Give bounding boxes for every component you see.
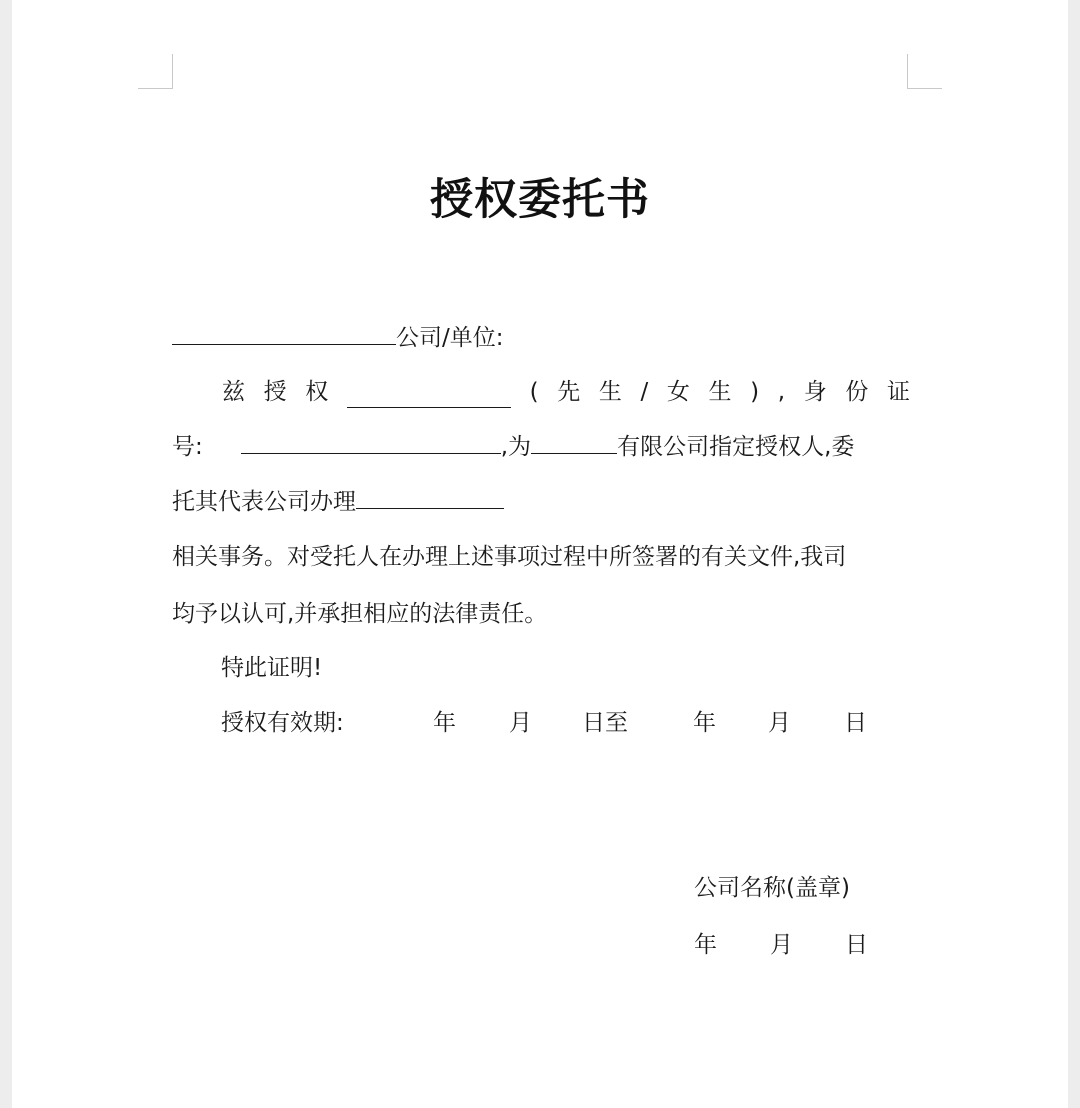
date-unit: 年 (693, 710, 716, 736)
text-char: 证 (887, 379, 910, 405)
matters-blank[interactable] (356, 486, 504, 509)
margin-marker-top-right (907, 54, 942, 89)
matters-line (172, 486, 504, 518)
id-number-line (172, 431, 854, 463)
text-char: 权 (305, 379, 329, 405)
id-number-label: 号: (172, 434, 203, 460)
date-unit: 月 (509, 710, 532, 736)
text-segment: 有限公司指定授权人,委 (617, 434, 855, 460)
text-char: , (777, 379, 786, 405)
document-title: 授权委托书 (430, 175, 650, 225)
company-name-blank[interactable] (172, 322, 396, 345)
certification-line: 特此证明! (221, 655, 323, 681)
text-char: ( (529, 379, 539, 405)
date-unit: 年 (433, 710, 456, 736)
date-unit: 月 (768, 710, 791, 736)
company-line (172, 322, 504, 354)
body-text-line: 相关事务。对受托人在办理上述事项过程中所签署的有关文件,我司 (172, 544, 847, 570)
date-unit: 年 (694, 932, 717, 958)
text-char: / (640, 379, 649, 405)
text-char: 身 (803, 379, 827, 405)
text-char: 生 (708, 379, 732, 405)
company-seal-label: 公司名称(盖章) (694, 875, 850, 901)
text-char: 先 (557, 379, 581, 405)
date-unit: 日 (844, 710, 867, 736)
date-unit: 日至 (582, 710, 628, 736)
authorize-line (222, 376, 910, 408)
date-unit: 日 (845, 932, 868, 958)
text-char: 生 (598, 379, 622, 405)
text-char: 女 (666, 379, 690, 405)
margin-marker-top-left (138, 54, 173, 89)
company-short-blank[interactable] (531, 431, 617, 454)
text-char: ) (750, 379, 760, 405)
text-segment: 托其代表公司办理 (172, 489, 356, 515)
agent-name-blank[interactable] (347, 385, 511, 408)
text-char: 兹 (222, 379, 245, 405)
signature-date-line (694, 929, 914, 961)
text-char: 份 (845, 379, 869, 405)
validity-label: 授权有效期: (221, 710, 344, 736)
text-segment: ,为 (500, 434, 532, 460)
id-number-blank[interactable] (241, 431, 501, 454)
text-char: 授 (263, 379, 287, 405)
document-page (12, 0, 1068, 1108)
date-unit: 月 (770, 932, 793, 958)
body-text-line: 均予以认可,并承担相应的法律责任。 (172, 601, 548, 627)
validity-period-line (221, 707, 901, 739)
company-unit-label: 公司/单位: (396, 325, 504, 351)
